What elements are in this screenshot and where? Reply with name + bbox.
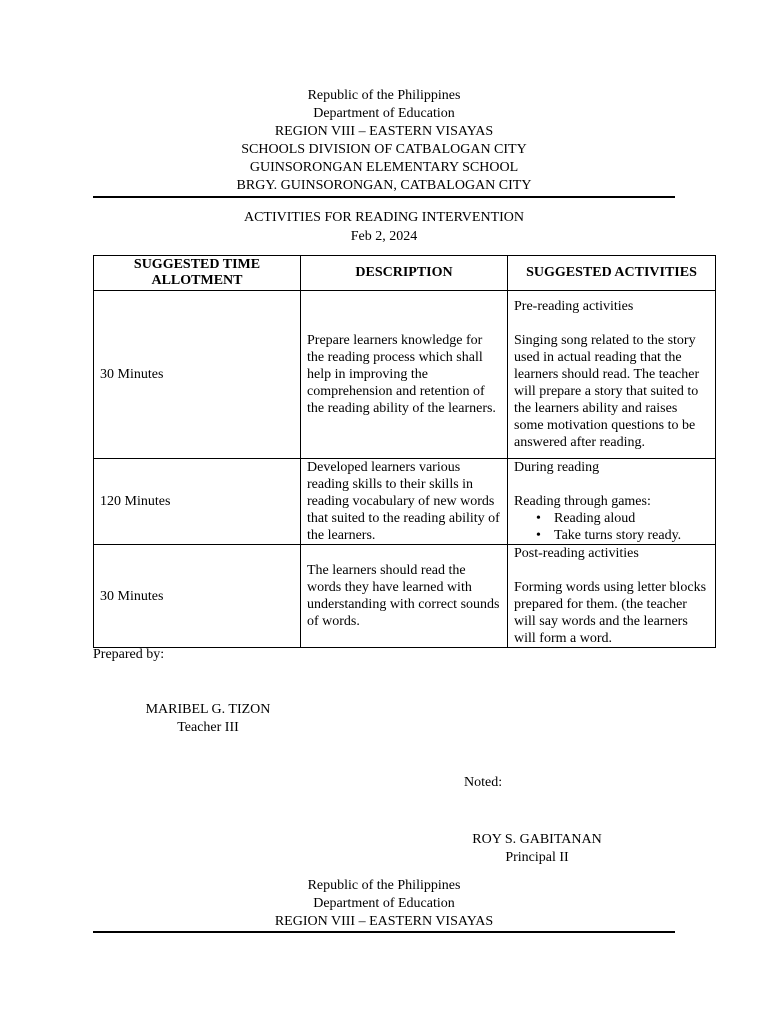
document-date: Feb 2, 2024 xyxy=(350,229,418,244)
prepared-by-label: Prepared by: xyxy=(93,647,165,662)
preparer-position: Teacher III xyxy=(177,720,239,735)
preparer-name: MARIBEL G. TIZON xyxy=(145,702,271,717)
activities-cell xyxy=(508,459,716,545)
activity-title: During reading xyxy=(514,460,600,475)
list-item: • Reading aloud xyxy=(554,510,709,527)
description-cell: The learners should read the words they have learned with understanding with correct sounds of words. xyxy=(301,545,508,648)
activity-bullet-list xyxy=(514,510,709,544)
letterhead-line: REGION VIII – EASTERN VISAYAS xyxy=(274,914,494,929)
description-cell: Developed learners various reading skills to their skills in reading vocabulary of new words that suited to the reading ability of the learners. xyxy=(301,459,508,545)
footer-divider xyxy=(93,931,675,933)
title-block xyxy=(93,208,675,246)
table-row xyxy=(94,291,716,459)
letterhead-line: Republic of the Philippines xyxy=(307,88,461,103)
activity-title: Post-reading activities xyxy=(514,546,639,561)
next-page-letterhead xyxy=(93,877,675,931)
letterhead-line: GUINSORONGAN ELEMENTARY SCHOOL xyxy=(249,160,519,175)
letterhead-line: BRGY. GUINSORONGAN, CATBALOGAN CITY xyxy=(236,178,532,193)
header-divider xyxy=(93,196,675,198)
table-header-row xyxy=(94,256,716,291)
activity-text: Singing song related to the story used in actual reading that the learners should read. The teacher will prepare a story that suited to the learners ability and raises some motivation questions to be answered after reading. xyxy=(514,333,700,450)
table-row xyxy=(94,545,716,648)
preparer-signature-block xyxy=(138,701,278,737)
letterhead-line: Department of Education xyxy=(313,106,455,121)
noted-label: Noted: xyxy=(464,775,503,790)
letterhead-line: SCHOOLS DIVISION OF CATBALOGAN CITY xyxy=(241,142,527,157)
time-cell: 30 Minutes xyxy=(94,545,301,648)
approver-name: ROY S. GABITANAN xyxy=(472,832,602,847)
document-title: ACTIVITIES FOR READING INTERVENTION xyxy=(243,210,524,225)
time-cell: 120 Minutes xyxy=(94,459,301,545)
letterhead-line: REGION VIII – EASTERN VISAYAS xyxy=(274,124,494,139)
column-header-activities: SUGGESTED ACTIVITIES xyxy=(508,256,716,291)
activities-cell xyxy=(508,545,716,648)
description-cell: Prepare learners knowledge for the reading process which shall help in improving the comprehension and retention of the reading ability of the learners. xyxy=(301,291,508,459)
activities-cell xyxy=(508,291,716,459)
list-item: • Take turns story ready. xyxy=(554,527,709,544)
activity-text: Forming words using letter blocks prepared for them. (the teacher will say words and the learners will form a word. xyxy=(514,580,707,646)
activity-text: Reading through games: xyxy=(514,494,651,509)
letterhead xyxy=(93,87,675,195)
letterhead-line: Department of Education xyxy=(313,896,455,911)
activity-title: Pre-reading activities xyxy=(514,299,634,314)
table-row xyxy=(94,459,716,545)
activities-table xyxy=(93,255,716,648)
column-header-time: SUGGESTED TIME ALLOTMENT xyxy=(94,256,301,291)
approver-signature-block xyxy=(464,831,610,867)
column-header-description: DESCRIPTION xyxy=(301,256,508,291)
approver-position: Principal II xyxy=(505,850,569,865)
time-cell: 30 Minutes xyxy=(94,291,301,459)
letterhead-line: Republic of the Philippines xyxy=(307,878,461,893)
